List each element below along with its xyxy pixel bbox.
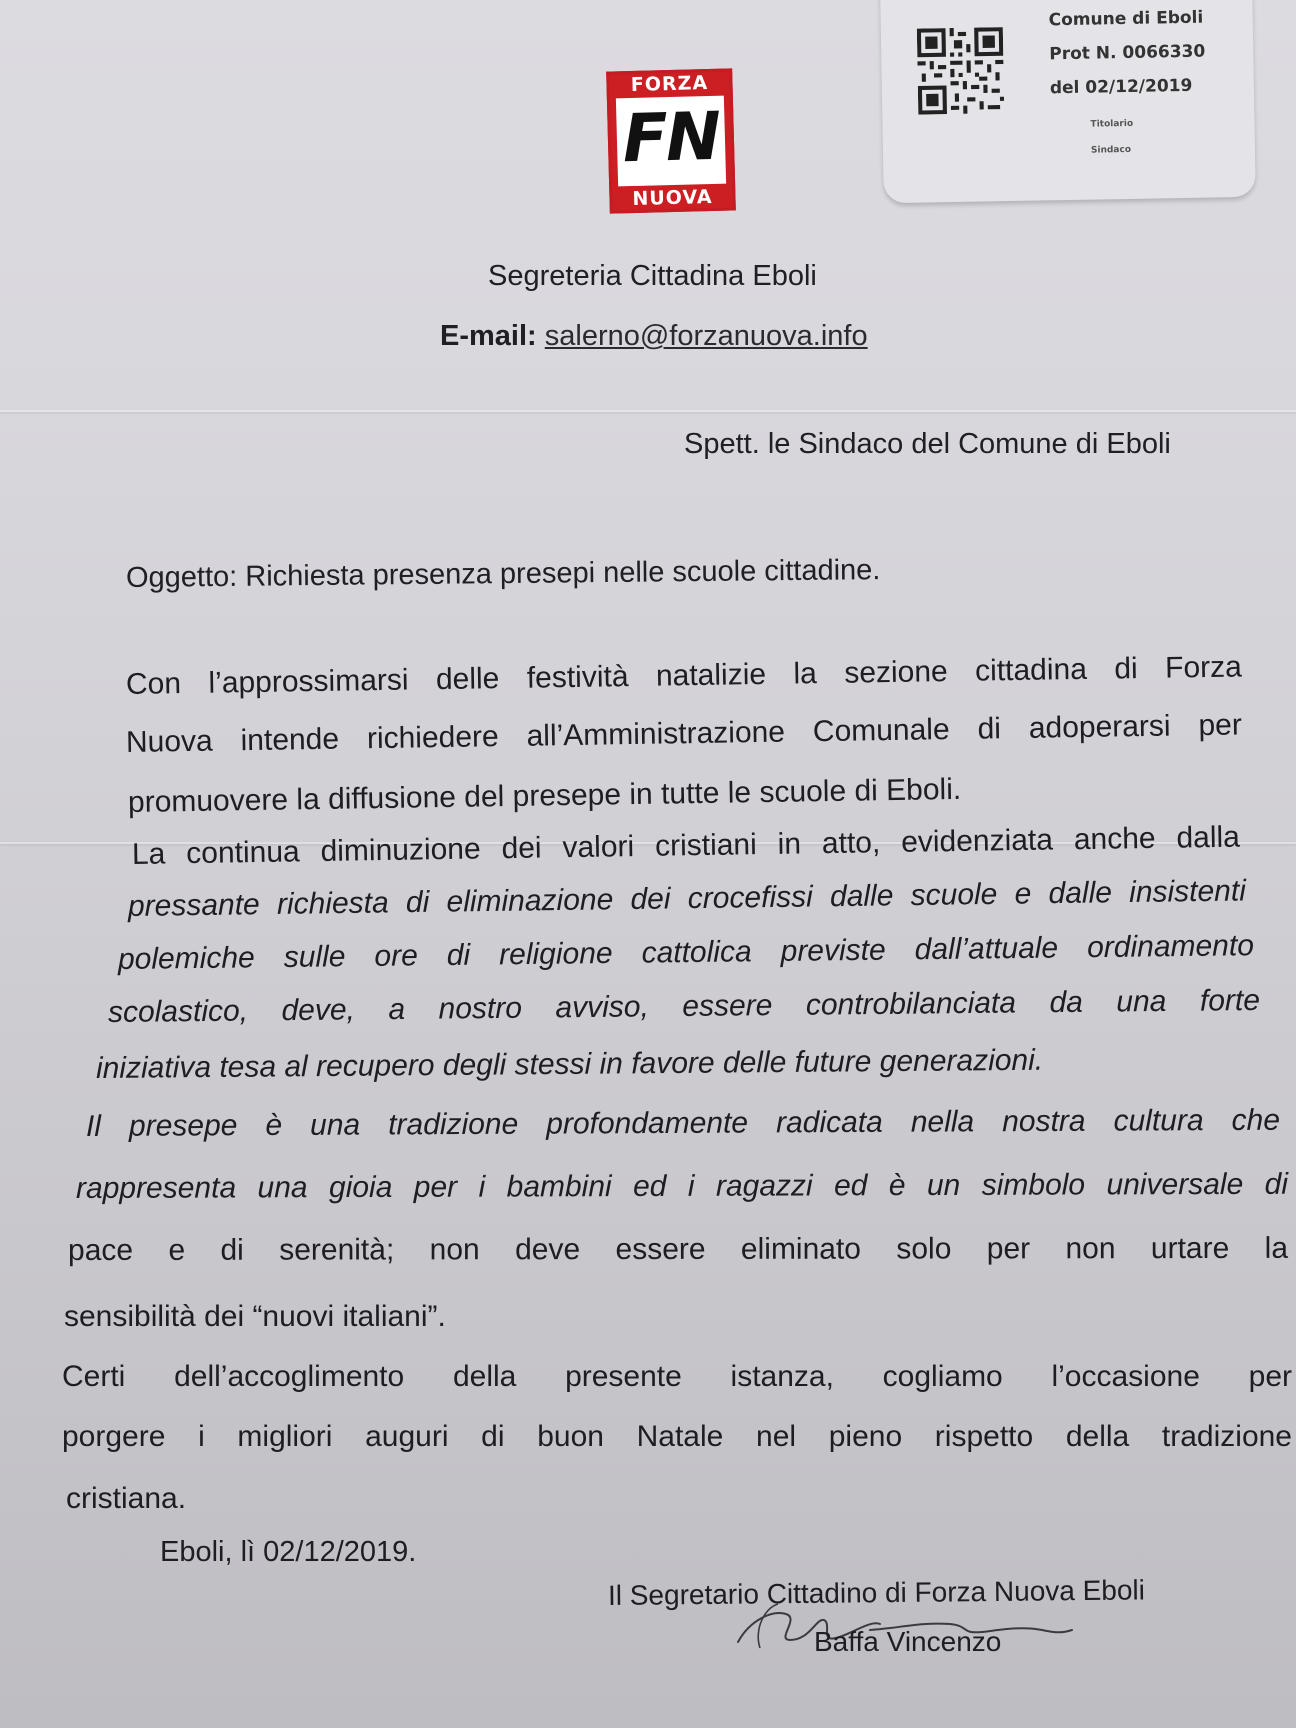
email-label: E-mail: <box>440 320 537 352</box>
paragraph-2-line: pressante richiesta di eliminazione dei crocefissi dalle scuole e dalle insistenti <box>127 874 1247 923</box>
paragraph-1-line: promuovere la diffusione del presepe in tutte le scuole di Eboli. <box>127 772 962 819</box>
subject-line: Oggetto: Richiesta presenza presepi nelle scuole cittadine. <box>125 554 881 594</box>
paragraph-1-line: Nuova intende richiedere all’Amministrazione Comunale di adoperarsi per <box>125 708 1243 759</box>
office-name: Segreteria Cittadina Eboli <box>488 260 817 292</box>
paragraph-4-line: porgere i migliori auguri di buon Natale nel pieno rispetto della tradizione <box>62 1420 1292 1453</box>
paragraph-4-line: cristiana. <box>66 1482 187 1515</box>
qr-code-icon <box>917 27 1004 114</box>
recipient-line: Spett. le Sindaco del Comune di Eboli <box>684 428 1171 460</box>
email-link[interactable]: salerno@forzanuova.info <box>544 320 868 352</box>
stamp-comune: Comune di Eboli <box>1048 7 1204 31</box>
protocol-stamp <box>880 0 1256 203</box>
forza-nuova-logo <box>606 68 736 213</box>
signature-name: Baffa Vincenzo <box>814 1626 1002 1657</box>
stamp-titolario: Titolario <box>1090 118 1134 130</box>
paragraph-3-line: pace e di serenità; non deve essere eliminato solo per non urtare la <box>67 1231 1289 1267</box>
paragraph-3-line: Il presepe è una tradizione profondamente radicata nella nostra cultura che <box>85 1103 1281 1143</box>
stamp-sindaco: Sindaco <box>1090 144 1132 156</box>
logo-top-text: FORZA <box>630 72 709 97</box>
paragraph-1-line: Con l’approssimarsi delle festività natalizie la sezione cittadina di Forza <box>125 650 1243 701</box>
stamp-date: del 02/12/2019 <box>1049 75 1193 99</box>
paragraph-2-line: polemiche sulle ore di religione cattolica previste dall’attuale ordinamento <box>117 929 1255 976</box>
paragraph-2-line: La continua diminuzione dei valori cristiani in atto, evidenziata anche dalla <box>131 820 1241 871</box>
email-line <box>440 320 868 353</box>
stamp-protocol-number: Prot N. 0066330 <box>1049 41 1206 65</box>
signature-title: Il Segretario Cittadino di Forza Nuova Eboli <box>607 1574 1146 1611</box>
paragraph-3-line: sensibilità dei “nuovi italiani”. <box>64 1300 446 1333</box>
paragraph-2-line: iniziativa tesa al recupero degli stessi in favore delle future generazioni. <box>95 1043 1044 1085</box>
date-line: Eboli, lì 02/12/2019. <box>160 1536 417 1568</box>
paragraph-3-line: rappresenta una gioia per i bambini ed i ragazzi ed è un simbolo universale di <box>75 1167 1289 1205</box>
paragraph-4-line: Certi dell’accoglimento della presente istanza, cogliamo l’occasione per <box>62 1360 1292 1393</box>
paragraph-2-line: scolastico, deve, a nostro avviso, essere controbilanciata da una forte <box>107 983 1261 1029</box>
logo-initials: FN <box>616 96 726 187</box>
logo-bottom-text: NUOVA <box>632 185 713 211</box>
paper-fold <box>0 410 1296 412</box>
